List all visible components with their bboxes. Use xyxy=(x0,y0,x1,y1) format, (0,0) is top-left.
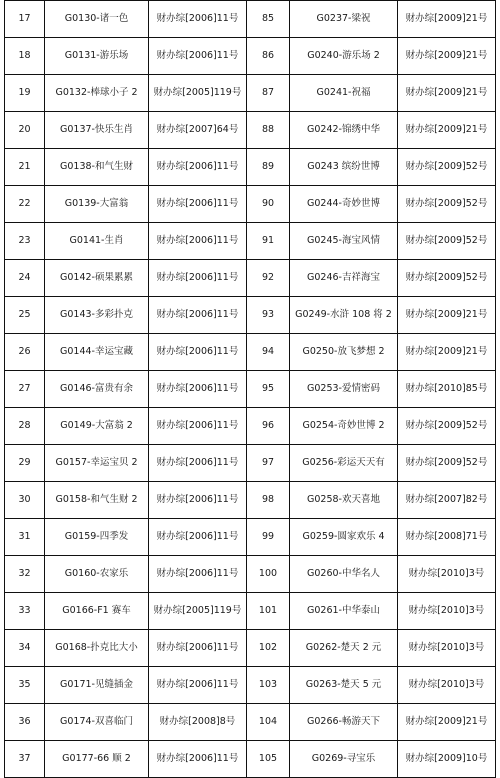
right-document-ref-cell: 财办综[2008]71号 xyxy=(398,519,496,556)
left-document-ref-cell: 财办综[2006]11号 xyxy=(149,1,247,38)
left-game-name-cell: G0149-大富翁 2 xyxy=(45,408,149,445)
right-number-cell: 98 xyxy=(247,482,290,519)
right-game-name-cell: G0250-放飞梦想 2 xyxy=(290,334,398,371)
right-number-cell: 89 xyxy=(247,149,290,186)
left-number-cell: 24 xyxy=(5,260,45,297)
right-document-ref-cell: 财办综[2010]85号 xyxy=(398,371,496,408)
right-game-name-cell: G0237-梁祝 xyxy=(290,1,398,38)
left-document-ref-cell: 财办综[2006]11号 xyxy=(149,223,247,260)
right-document-ref-cell: 财办综[2009]21号 xyxy=(398,112,496,149)
table-row xyxy=(5,223,496,260)
table-row xyxy=(5,445,496,482)
table-row xyxy=(5,297,496,334)
left-number-cell: 20 xyxy=(5,112,45,149)
left-game-name-cell: G0142-硕果累累 xyxy=(45,260,149,297)
left-number-cell: 31 xyxy=(5,519,45,556)
right-document-ref-cell: 财办综[2010]3号 xyxy=(398,630,496,667)
left-number-cell: 17 xyxy=(5,1,45,38)
left-document-ref-cell: 财办综[2006]11号 xyxy=(149,38,247,75)
left-document-ref-cell: 财办综[2006]11号 xyxy=(149,297,247,334)
right-game-name-cell: G0245-海宝风情 xyxy=(290,223,398,260)
right-game-name-cell: G0253-爱情密码 xyxy=(290,371,398,408)
left-document-ref-cell: 财办综[2006]11号 xyxy=(149,667,247,704)
left-document-ref-cell: 财办综[2006]11号 xyxy=(149,482,247,519)
left-number-cell: 30 xyxy=(5,482,45,519)
table-row xyxy=(5,593,496,630)
left-document-ref-cell: 财办综[2005]119号 xyxy=(149,75,247,112)
right-game-name-cell: G0254-奇妙世博 2 xyxy=(290,408,398,445)
table-row xyxy=(5,112,496,149)
left-number-cell: 32 xyxy=(5,556,45,593)
left-document-ref-cell: 财办综[2006]11号 xyxy=(149,741,247,778)
right-number-cell: 88 xyxy=(247,112,290,149)
left-game-name-cell: G0174-双喜临门 xyxy=(45,704,149,741)
right-game-name-cell: G0240-游乐场 2 xyxy=(290,38,398,75)
table-row xyxy=(5,75,496,112)
right-document-ref-cell: 财办综[2009]52号 xyxy=(398,223,496,260)
left-number-cell: 37 xyxy=(5,741,45,778)
right-number-cell: 105 xyxy=(247,741,290,778)
left-game-name-cell: G0143-多彩扑克 xyxy=(45,297,149,334)
table-row xyxy=(5,38,496,75)
right-number-cell: 97 xyxy=(247,445,290,482)
right-number-cell: 86 xyxy=(247,38,290,75)
table-row xyxy=(5,556,496,593)
table-row xyxy=(5,186,496,223)
table-row xyxy=(5,371,496,408)
left-game-name-cell: G0137-快乐生肖 xyxy=(45,112,149,149)
left-document-ref-cell: 财办综[2006]11号 xyxy=(149,630,247,667)
right-number-cell: 87 xyxy=(247,75,290,112)
right-document-ref-cell: 财办综[2009]10号 xyxy=(398,741,496,778)
right-document-ref-cell: 财办综[2010]3号 xyxy=(398,556,496,593)
right-number-cell: 104 xyxy=(247,704,290,741)
left-document-ref-cell: 财办综[2006]11号 xyxy=(149,408,247,445)
right-number-cell: 94 xyxy=(247,334,290,371)
left-document-ref-cell: 财办综[2006]11号 xyxy=(149,186,247,223)
left-game-name-cell: G0159-四季发 xyxy=(45,519,149,556)
right-document-ref-cell: 财办综[2009]52号 xyxy=(398,260,496,297)
left-document-ref-cell: 财办综[2006]11号 xyxy=(149,371,247,408)
table-row xyxy=(5,704,496,741)
table-row xyxy=(5,334,496,371)
table-row xyxy=(5,482,496,519)
left-number-cell: 34 xyxy=(5,630,45,667)
right-game-name-cell: G0262-楚天 2 元 xyxy=(290,630,398,667)
right-document-ref-cell: 财办综[2009]21号 xyxy=(398,334,496,371)
right-number-cell: 93 xyxy=(247,297,290,334)
right-document-ref-cell: 财办综[2009]52号 xyxy=(398,149,496,186)
right-number-cell: 100 xyxy=(247,556,290,593)
left-number-cell: 27 xyxy=(5,371,45,408)
left-game-name-cell: G0138-和气生财 xyxy=(45,149,149,186)
lottery-game-table xyxy=(4,0,496,778)
left-game-name-cell: G0177-66 顺 2 xyxy=(45,741,149,778)
left-number-cell: 36 xyxy=(5,704,45,741)
document-page xyxy=(4,0,495,778)
right-game-name-cell: G0260-中华名人 xyxy=(290,556,398,593)
left-document-ref-cell: 财办综[2006]11号 xyxy=(149,149,247,186)
left-game-name-cell: G0141-生肖 xyxy=(45,223,149,260)
left-number-cell: 26 xyxy=(5,334,45,371)
left-number-cell: 18 xyxy=(5,38,45,75)
right-number-cell: 92 xyxy=(247,260,290,297)
right-game-name-cell: G0261-中华泰山 xyxy=(290,593,398,630)
left-document-ref-cell: 财办综[2006]11号 xyxy=(149,445,247,482)
right-game-name-cell: G0249-水浒 108 将 2 xyxy=(290,297,398,334)
right-document-ref-cell: 财办综[2007]82号 xyxy=(398,482,496,519)
table-row xyxy=(5,149,496,186)
table-body xyxy=(5,1,496,778)
right-game-name-cell: G0263-楚天 5 元 xyxy=(290,667,398,704)
right-document-ref-cell: 财办综[2010]3号 xyxy=(398,667,496,704)
table-row xyxy=(5,260,496,297)
right-game-name-cell: G0256-彩运天天有 xyxy=(290,445,398,482)
left-number-cell: 23 xyxy=(5,223,45,260)
right-document-ref-cell: 财办综[2009]52号 xyxy=(398,186,496,223)
right-number-cell: 95 xyxy=(247,371,290,408)
right-game-name-cell: G0244-奇妙世博 xyxy=(290,186,398,223)
right-document-ref-cell: 财办综[2009]21号 xyxy=(398,1,496,38)
left-document-ref-cell: 财办综[2006]11号 xyxy=(149,556,247,593)
table-row xyxy=(5,1,496,38)
right-game-name-cell: G0241-祝福 xyxy=(290,75,398,112)
left-number-cell: 25 xyxy=(5,297,45,334)
left-document-ref-cell: 财办综[2006]11号 xyxy=(149,334,247,371)
left-document-ref-cell: 财办综[2006]11号 xyxy=(149,260,247,297)
right-number-cell: 90 xyxy=(247,186,290,223)
left-game-name-cell: G0157-幸运宝贝 2 xyxy=(45,445,149,482)
left-game-name-cell: G0130-诸一色 xyxy=(45,1,149,38)
left-game-name-cell: G0160-农家乐 xyxy=(45,556,149,593)
left-number-cell: 19 xyxy=(5,75,45,112)
left-game-name-cell: G0144-幸运宝藏 xyxy=(45,334,149,371)
left-document-ref-cell: 财办综[2005]119号 xyxy=(149,593,247,630)
left-number-cell: 28 xyxy=(5,408,45,445)
right-document-ref-cell: 财办综[2009]21号 xyxy=(398,75,496,112)
left-game-name-cell: G0158-和气生财 2 xyxy=(45,482,149,519)
right-number-cell: 101 xyxy=(247,593,290,630)
left-game-name-cell: G0171-见缝插金 xyxy=(45,667,149,704)
table-row xyxy=(5,630,496,667)
right-game-name-cell: G0259-圆家欢乐 4 xyxy=(290,519,398,556)
right-number-cell: 102 xyxy=(247,630,290,667)
right-game-name-cell: G0246-吉祥海宝 xyxy=(290,260,398,297)
left-number-cell: 21 xyxy=(5,149,45,186)
right-document-ref-cell: 财办综[2010]3号 xyxy=(398,593,496,630)
right-document-ref-cell: 财办综[2009]52号 xyxy=(398,408,496,445)
left-game-name-cell: G0166-F1 赛车 xyxy=(45,593,149,630)
left-number-cell: 22 xyxy=(5,186,45,223)
right-game-name-cell: G0258-欢天喜地 xyxy=(290,482,398,519)
right-game-name-cell: G0242-锦绣中华 xyxy=(290,112,398,149)
table-row xyxy=(5,741,496,778)
right-document-ref-cell: 财办综[2009]21号 xyxy=(398,297,496,334)
right-number-cell: 96 xyxy=(247,408,290,445)
right-number-cell: 103 xyxy=(247,667,290,704)
right-document-ref-cell: 财办综[2009]21号 xyxy=(398,38,496,75)
right-game-name-cell: G0266-畅游天下 xyxy=(290,704,398,741)
table-row xyxy=(5,408,496,445)
right-game-name-cell: G0269-寻宝乐 xyxy=(290,741,398,778)
left-document-ref-cell: 财办综[2007]64号 xyxy=(149,112,247,149)
left-document-ref-cell: 财办综[2006]11号 xyxy=(149,519,247,556)
left-number-cell: 35 xyxy=(5,667,45,704)
table-row xyxy=(5,667,496,704)
right-document-ref-cell: 财办综[2009]52号 xyxy=(398,445,496,482)
left-number-cell: 29 xyxy=(5,445,45,482)
left-document-ref-cell: 财办综[2008]8号 xyxy=(149,704,247,741)
left-game-name-cell: G0131-游乐场 xyxy=(45,38,149,75)
right-number-cell: 85 xyxy=(247,1,290,38)
left-game-name-cell: G0146-富贵有余 xyxy=(45,371,149,408)
right-number-cell: 91 xyxy=(247,223,290,260)
left-game-name-cell: G0139-大富翁 xyxy=(45,186,149,223)
right-number-cell: 99 xyxy=(247,519,290,556)
left-game-name-cell: G0168-扑克比大小 xyxy=(45,630,149,667)
right-game-name-cell: G0243 缤纷世博 xyxy=(290,149,398,186)
table-row xyxy=(5,519,496,556)
right-document-ref-cell: 财办综[2009]21号 xyxy=(398,704,496,741)
left-number-cell: 33 xyxy=(5,593,45,630)
left-game-name-cell: G0132-棒球小子 2 xyxy=(45,75,149,112)
